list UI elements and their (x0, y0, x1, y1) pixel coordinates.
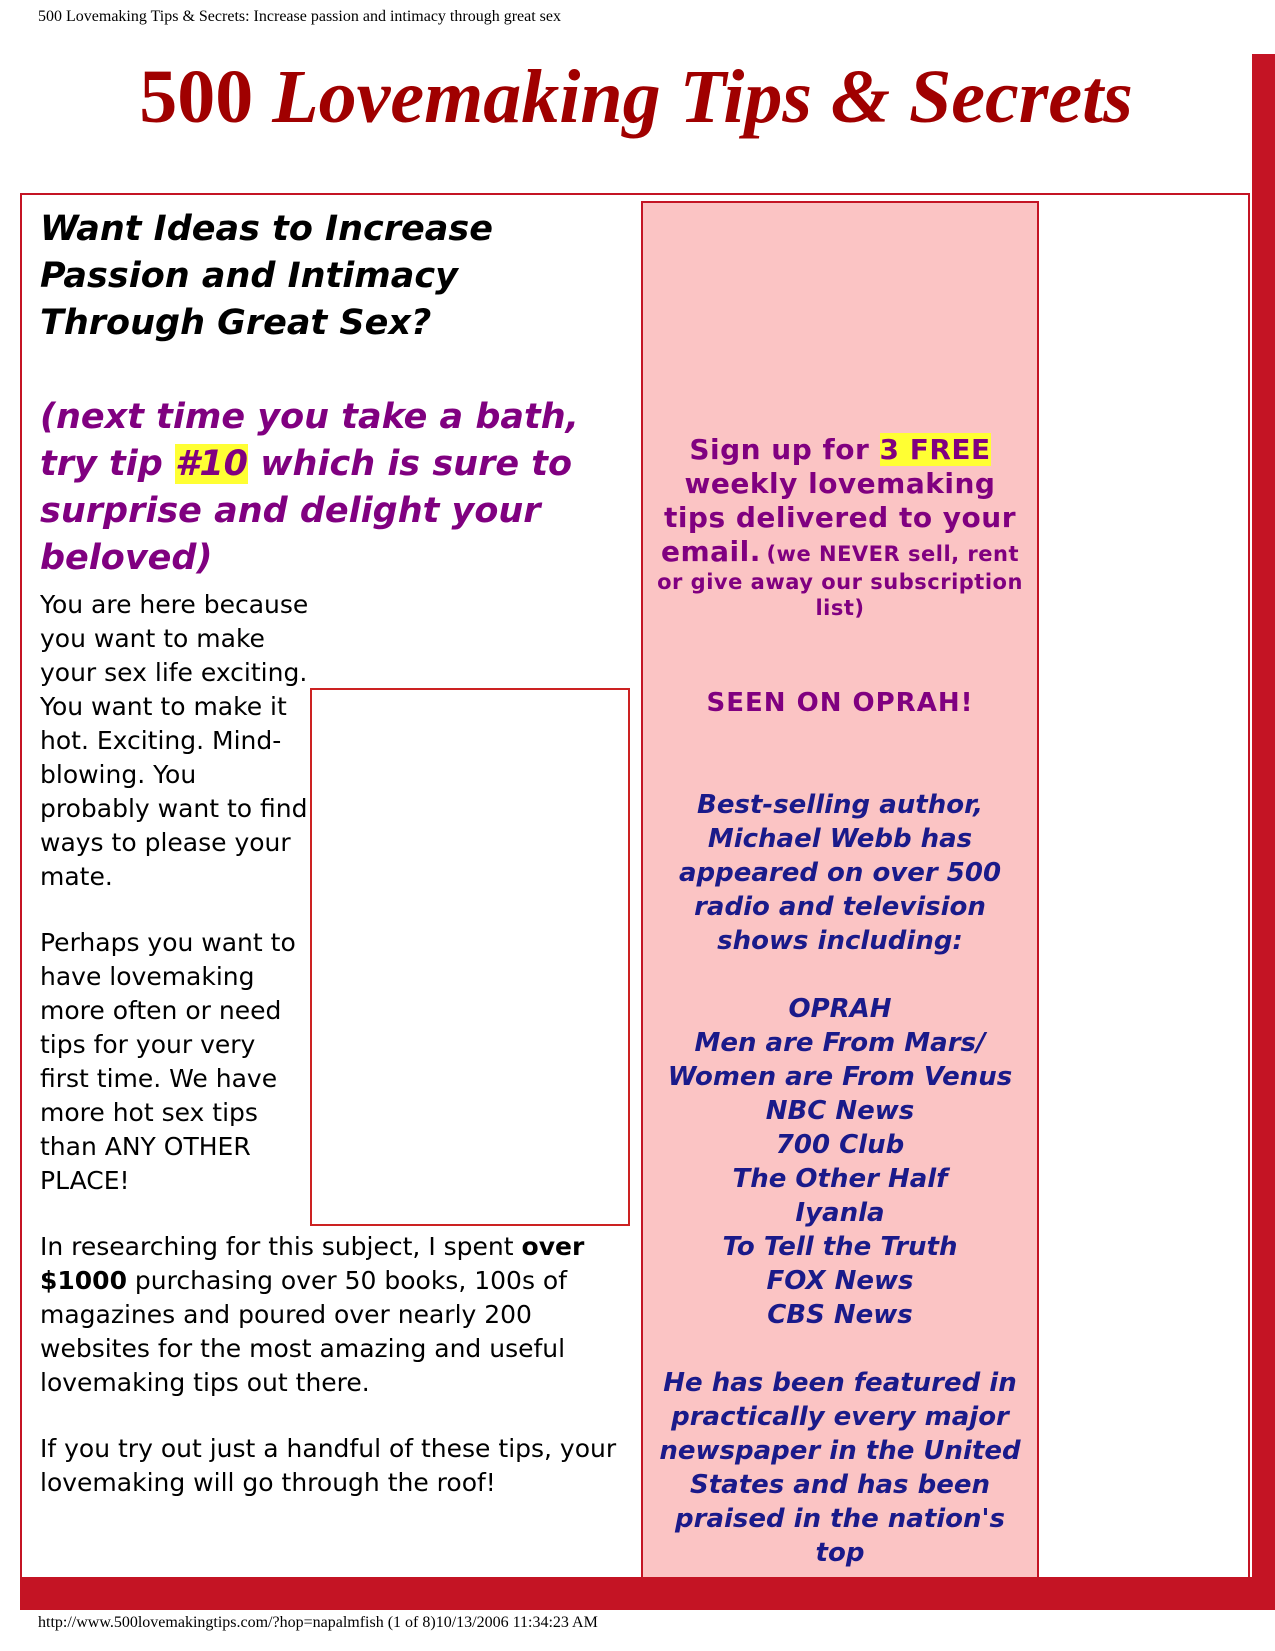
site-title-text: Lovemaking Tips & Secrets (272, 55, 1133, 139)
teaser-text-start: (next time you take a bath, try tip (40, 397, 579, 484)
media-show-item: 700 Club (775, 1130, 905, 1160)
print-footer: http://www.500lovemakingtips.com/?hop=napalmfish (1 of 8)10/13/2006 11:34:23 AM (38, 1614, 598, 1631)
media-show-item: To Tell the Truth (722, 1232, 958, 1262)
text-flow (40, 588, 630, 1500)
signup-text-end: weekly lovemaking tips delivered to your email. (660, 467, 1017, 568)
print-header: 500 Lovemaking Tips & Secrets: Increase passion and intimacy through great sex (38, 8, 562, 25)
right-accent-bar (1252, 54, 1275, 1610)
site-title-number: 500 (139, 55, 254, 139)
research-text-end: purchasing over 50 books, 100s of magazines and poured over nearly 200 websites for the most amazing and useful lovemaking tips out there. (40, 1266, 568, 1397)
signup-text-start: Sign up for (689, 433, 880, 466)
author-intro: Best-selling author, Michael Webb has appeared on over 500 radio and television shows including: (678, 790, 1002, 956)
media-show-item: OPRAH (788, 994, 892, 1024)
photo-frame (310, 688, 630, 1226)
media-show-item: The Other Half (732, 1164, 948, 1194)
media-credits (651, 788, 1029, 1570)
signup-offer[interactable] (653, 433, 1027, 621)
privacy-note: (we NEVER sell, rent or give away our subscription list) (657, 542, 1023, 620)
free-tips-highlight: 3 FREE (879, 433, 991, 466)
paragraph-tips-claim: Perhaps you want to have lovemaking more often or need tips for your very first time. We have more hot sex tips than ANY OTHER PLACE! (40, 928, 296, 1195)
media-show-item: Iyanla (795, 1198, 885, 1228)
paragraph-closing: If you try out just a handful of these tips, your lovemaking will go through the roof! (40, 1434, 617, 1497)
bath-tip-teaser (40, 394, 630, 582)
main-column (40, 206, 630, 582)
seen-on-oprah: SEEN ON OPRAH! (706, 688, 974, 718)
tip-number-highlight: #10 (174, 444, 249, 484)
media-show-item: CBS News (767, 1300, 913, 1330)
paragraph-intro: You are here because you want to make your sex life exciting. You want to make it hot. Exciting. Mind-blowing. You probably want to find ways to please your mate. (40, 590, 309, 891)
teaser-text-end: which is sure to surprise and delight your beloved) (40, 444, 573, 578)
media-show-item: Men are From Mars/ Women are From Venus (667, 1028, 1013, 1092)
headline: Want Ideas to Increase Passion and Intimacy Through Great Sex? (40, 209, 493, 343)
research-amount: over $1000 (40, 1232, 585, 1295)
research-text-start: In researching for this subject, I spent (40, 1232, 522, 1261)
newspaper-featured: He has been featured in practically every major newspaper in the United States and has been praised in the nation's top (659, 1368, 1021, 1568)
float-spacer-top (310, 588, 630, 688)
site-title (20, 56, 1252, 140)
signup-sidebar (641, 201, 1039, 1577)
media-show-list (651, 992, 1029, 1332)
media-show-item: NBC News (765, 1096, 915, 1126)
media-show-item: FOX News (766, 1266, 914, 1296)
bottom-accent-bar (20, 1577, 1275, 1610)
paragraph-research (40, 1230, 630, 1400)
